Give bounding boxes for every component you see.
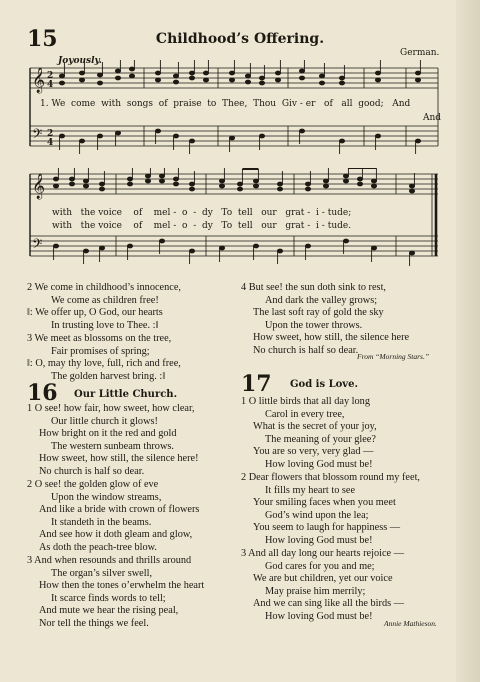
svg-text:4: 4 [47,138,54,148]
hymn-15-attribution: From “Morning Stars.” [357,352,430,361]
hymn-17-number: 17 [241,371,272,397]
svg-text:𝄞: 𝄞 [32,174,46,199]
hymn-17-stanza-1: 1 O little birds that all day long Carol in every tree, What is the secret of your joy, The meaning of your glee? You are so very, very glad — How loving God must be! [241,396,377,470]
svg-text:𝄢: 𝄢 [32,126,43,145]
hymn-15-title: Childhood’s Offering. [155,31,325,47]
system-2-lyrics-lower: with the voice of mel - o - dy To tell our grat - i - tude. [52,221,352,231]
page-edge [456,0,480,682]
tempo-marking: Joyously. [58,56,102,66]
hymn-15-number: 15 [27,26,58,52]
tune-name: German. [400,48,440,58]
hymn-15-stanza-2: 2 We come in childhood’s innocence, We come as children free! ‖: We offer up, O God, our hearts In trusting love to Thee. :‖ [27,282,181,331]
music-system-1 [26,60,442,174]
svg-text:2: 2 [47,129,54,139]
hymn-16-stanza-3: 3 And when resounds and thrills around The organ’s silver swell, How then the tones o’erwhelm the heart It scarce finds words to tell; And mute we hear the rising peal, Nor tell the things we feel. [27,555,205,629]
hymn-16-stanza-2: 2 O see! the golden glow of eve Upon the window streams, And like a bride with crown of flowers It standeth in the beams. And see how it doth gleam and glow, As doth the peach-tree blow. [27,479,200,553]
hymn-17-stanza-2: 2 Dear flowers that blossom round my feet, It fills my heart to see Your smiling faces when you meet God’s wind upon the lea; You seem to laugh for happiness — How loving God must be! [241,472,421,546]
hymn-17-attribution: Annie Mathieson. [384,619,437,628]
hymn-16-title: Our Little Church. [74,389,178,400]
hymn-17-title: God is Love. [290,379,358,390]
svg-text:𝄢: 𝄢 [32,236,43,255]
svg-text:2: 2 [47,71,54,81]
system-2-lyrics-upper: with the voice of mel - o - dy To tell our grat - i - tude; [52,208,352,218]
hymn-16-number: 16 [27,380,58,406]
svg-text:4: 4 [47,80,54,90]
system-1-lyrics-lower: And [423,113,442,123]
system-1-lyrics: 1. We come with songs of praise to Thee, Thou Giv - er of all good; And [40,99,411,109]
hymn-16-stanza-1: 1 O see! how fair, how sweet, how clear, Our little church it glows! How bright on it the red and gold The western sunbeam throws. How sweet, how still, the silence here! No church is half so dear. [27,403,199,477]
hymn-15-stanza-4: 4 But see! the sun doth sink to rest, And dark the valley grows; The last soft ray of gold the sky Upon the tower throws. How sweet, how still, the silence here No church is half so dear. [241,282,410,356]
hymn-17-stanza-3: 3 And all day long our hearts rejoice — God cares for you and me; We are but children, yet our voice May praise him merrily; And we can sing like all the birds — How loving God must be! [241,548,404,622]
hymn-15-stanza-3: 3 We meet as blossoms on the tree, Fair promises of spring; ‖: O, may thy love, full, rich and free, The golden harvest bring. :‖ [27,333,181,382]
svg-text:𝄞: 𝄞 [32,68,46,93]
